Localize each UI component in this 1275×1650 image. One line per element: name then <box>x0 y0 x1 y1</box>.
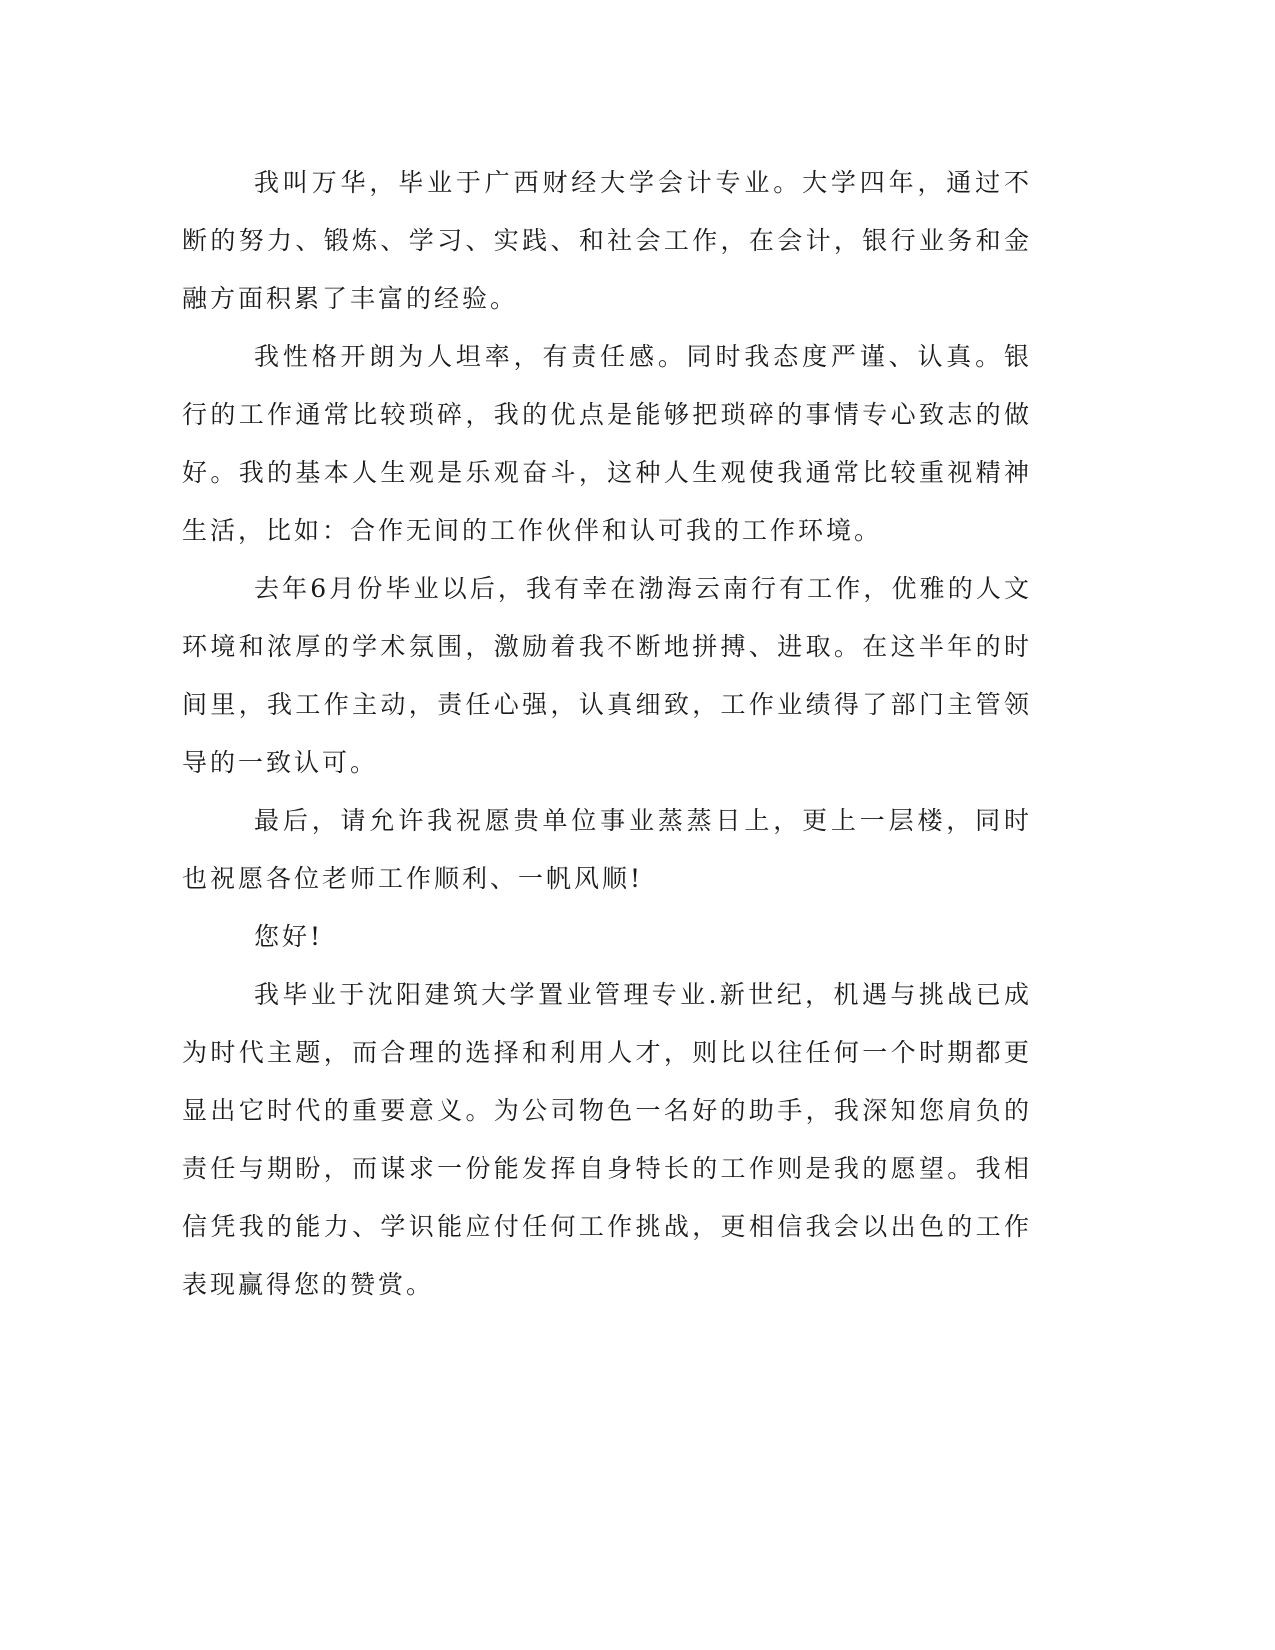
document-body <box>182 154 1032 1314</box>
paragraph-work-experience: 去年6月份毕业以后，我有幸在渤海云南行有工作，优雅的人文环境和浓厚的学术氛围，激励着我不断地拼搏、进取。在这半年的时间里，我工作主动，责任心强，认真细致，工作业绩得了部门主管领导的一致认可。 <box>182 574 1032 777</box>
paragraph-personality: 我性格开朗为人坦率，有责任感。同时我态度严谨、认真。银行的工作通常比较琐碎，我的优点是能够把琐碎的事情专心致志的做好。我的基本人生观是乐观奋斗，这种人生观使我通常比较重视精神生活，比如：合作无间的工作伙伴和认可我的工作环境。 <box>182 342 1032 545</box>
paragraph-self-introduction: 我叫万华，毕业于广西财经大学会计专业。大学四年，通过不断的努力、锻炼、学习、实践、和社会工作，在会计，银行业务和金融方面积累了丰富的经验。 <box>182 168 1032 313</box>
paragraph-greeting: 您好! <box>254 922 324 951</box>
paragraph-second-introduction: 我毕业于沈阳建筑大学置业管理专业.新世纪，机遇与挑战已成为时代主题，而合理的选择和利用人才，则比以往任何一个时期都更显出它时代的重要意义。为公司物色一名好的助手，我深知您肩负的责任与期盼，而谋求一份能发挥自身特长的工作则是我的愿望。我相信凭我的能力、学识能应付任何工作挑战，更相信我会以出色的工作表现赢得您的赞赏。 <box>182 980 1032 1299</box>
paragraph-closing-wishes: 最后，请允许我祝愿贵单位事业蒸蒸日上，更上一层楼，同时也祝愿各位老师工作顺利、一帆风顺! <box>182 806 1032 893</box>
